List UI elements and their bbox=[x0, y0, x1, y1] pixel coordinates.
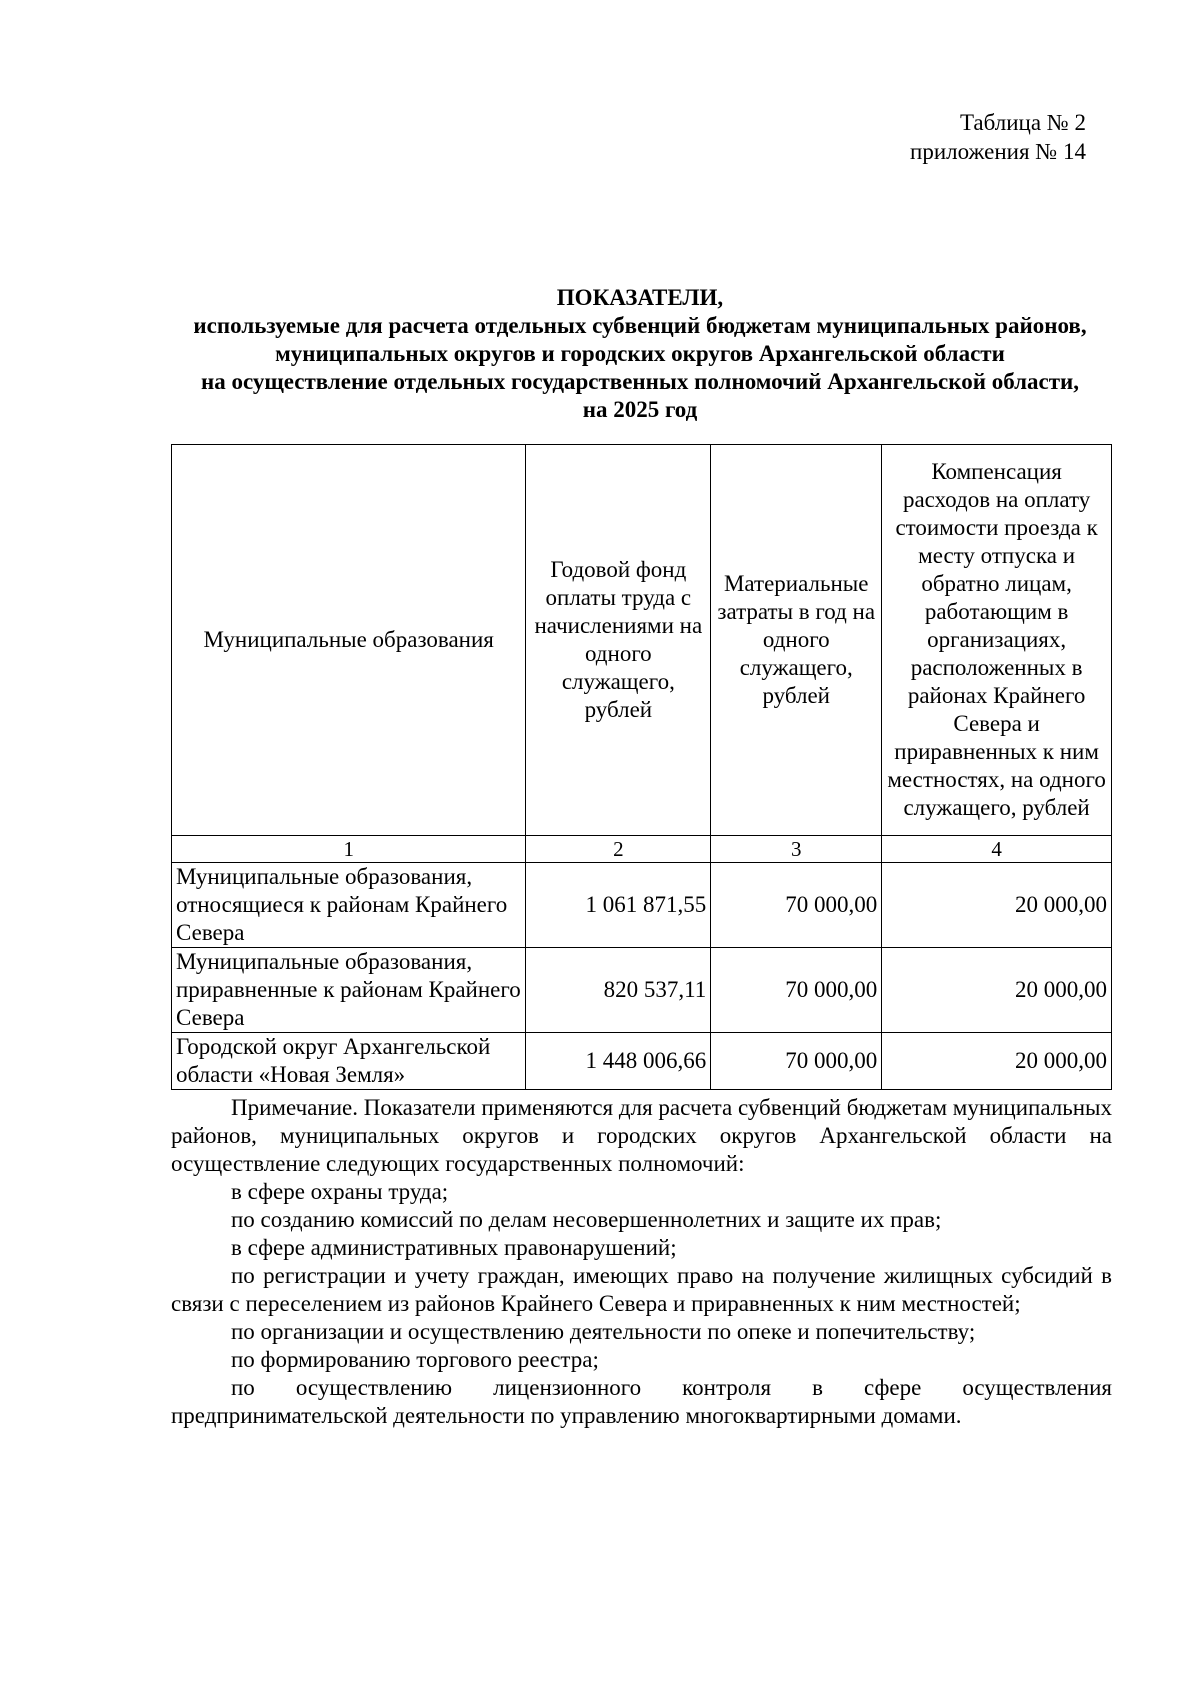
title-heading: ПОКАЗАТЕЛИ, bbox=[556, 285, 724, 310]
table-reference bbox=[910, 108, 1086, 166]
table-row bbox=[172, 863, 1112, 948]
row-travel-compensation: 20 000,00 bbox=[882, 948, 1112, 1033]
header-travel-compensation: Компенсация расходов на оплату стоимости проезда к месту отпуска и обратно лицам, работающим в организациях, расположенных в районах Крайнего Севера и приравненных к ним местностях, на одного служащего, рублей bbox=[882, 445, 1112, 836]
reference-appendix-number: приложения № 14 bbox=[910, 139, 1086, 164]
indicators-table bbox=[171, 444, 1112, 1090]
title-line-2: муниципальных округов и городских округов Архангельской области bbox=[275, 341, 1005, 366]
row-material-costs: 70 000,00 bbox=[711, 1033, 882, 1090]
column-number: 1 bbox=[172, 836, 526, 863]
header-material-costs: Материальные затраты в год на одного служащего, рублей bbox=[711, 445, 882, 836]
note-item: по созданию комиссий по делам несовершеннолетних и защите их прав; bbox=[231, 1207, 942, 1232]
table-row bbox=[172, 948, 1112, 1033]
row-annual-fund: 820 537,11 bbox=[526, 948, 711, 1033]
row-material-costs: 70 000,00 bbox=[711, 863, 882, 948]
note-item: по формированию торгового реестра; bbox=[231, 1347, 599, 1372]
row-municipality-name: Муниципальные образования, приравненные к районам Крайнего Севера bbox=[172, 948, 526, 1033]
row-municipality-name: Городской округ Архангельской области «Новая Земля» bbox=[172, 1033, 526, 1090]
reference-table-number: Таблица № 2 bbox=[959, 110, 1086, 135]
note-intro: Примечание. Показатели применяются для расчета субвенций бюджетам муниципальных районов, муниципальных округов и городских округов Архангельской области на осуществление следующих государственных полномочий: bbox=[171, 1095, 1112, 1176]
notes-section bbox=[171, 1094, 1112, 1430]
row-material-costs: 70 000,00 bbox=[711, 948, 882, 1033]
title-line-4: на 2025 год bbox=[582, 397, 698, 422]
note-item: по организации и осуществлению деятельности по опеке и попечительству; bbox=[231, 1319, 976, 1344]
header-municipalities: Муниципальные образования bbox=[172, 445, 526, 836]
title-line-3: на осуществление отдельных государственных полномочий Архангельской области, bbox=[200, 369, 1080, 394]
note-item: в сфере охраны труда; bbox=[231, 1179, 449, 1204]
row-travel-compensation: 20 000,00 bbox=[882, 1033, 1112, 1090]
note-item: по осуществлению лицензионного контроля в сфере осуществления предпринимательской деятельности по управлению многоквартирными домами. bbox=[171, 1375, 1112, 1428]
note-item: по регистрации и учету граждан, имеющих право на получение жилищных субсидий в связи с переселением из районов Крайнего Севера и приравненных к ним местностей; bbox=[171, 1263, 1112, 1316]
column-number: 2 bbox=[526, 836, 711, 863]
note-item: в сфере административных правонарушений; bbox=[231, 1235, 677, 1260]
row-annual-fund: 1 061 871,55 bbox=[526, 863, 711, 948]
table-row bbox=[172, 1033, 1112, 1090]
document-title bbox=[170, 284, 1110, 424]
row-municipality-name: Муниципальные образования, относящиеся к районам Крайнего Севера bbox=[172, 863, 526, 948]
row-travel-compensation: 20 000,00 bbox=[882, 863, 1112, 948]
row-annual-fund: 1 448 006,66 bbox=[526, 1033, 711, 1090]
column-number: 3 bbox=[711, 836, 882, 863]
table-header-row bbox=[172, 445, 1112, 836]
title-line-1: используемые для расчета отдельных субвенций бюджетам муниципальных районов, bbox=[193, 313, 1087, 338]
column-number: 4 bbox=[882, 836, 1112, 863]
column-number-row bbox=[172, 836, 1112, 863]
header-annual-fund: Годовой фонд оплаты труда с начислениями на одного служащего, рублей bbox=[526, 445, 711, 836]
